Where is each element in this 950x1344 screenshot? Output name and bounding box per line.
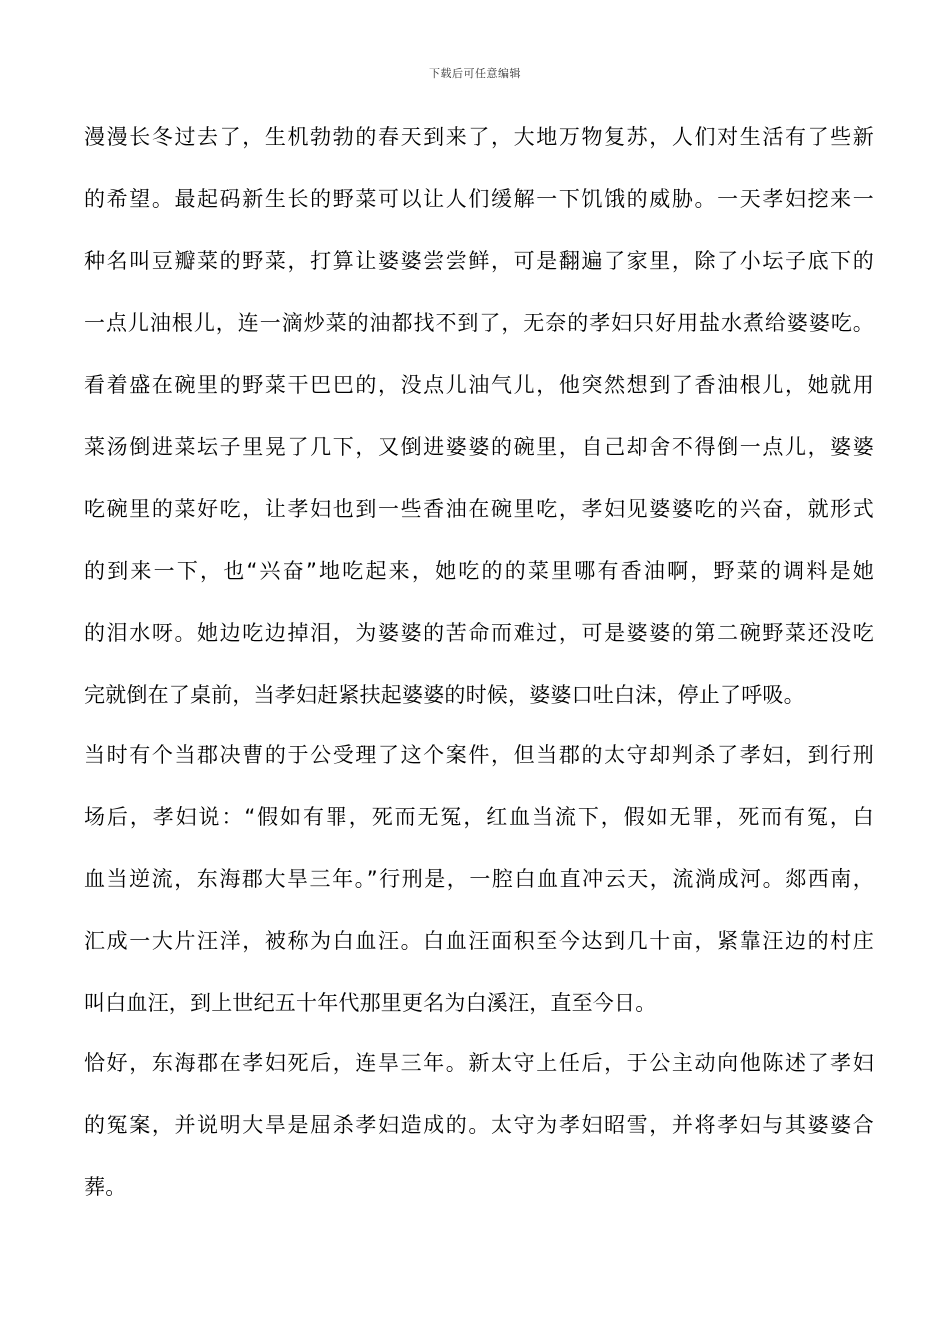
page-header: 下载后可任意编辑 (429, 67, 521, 80)
text-line: 的冤案，并说明大旱是屈杀孝妇造成的。太守为孝妇昭雪，并将孝妇与其婆婆合 (84, 1113, 874, 1137)
text-line: 叫白血汪，到上世纪五十年代那里更名为白溪汪，直至今日。 (84, 991, 657, 1015)
text-line: 的到来一下，也“兴奋”地吃起来，她吃的的菜里哪有香油啊，野菜的调料是她 (84, 559, 874, 583)
text-line: 葬。 (84, 1175, 127, 1199)
text-line: 看着盛在碗里的野菜干巴巴的，没点儿油气儿，他突然想到了香油根儿，她就用 (84, 373, 874, 397)
text-line: 菜汤倒进菜坛子里晃了几下，又倒进婆婆的碗里，自己却舍不得倒一点儿，婆婆 (84, 435, 874, 459)
text-line: 当时有个当郡决曹的于公受理了这个案件，但当郡的太守却判杀了孝妇，到行刑 (84, 743, 874, 767)
text-line: 场后，孝妇说：“假如有罪，死而无冤，红血当流下，假如无罪，死而有冤，白 (84, 805, 874, 829)
text-line: 汇成一大片汪洋，被称为白血汪。白血汪面积至今达到几十亩，紧靠汪边的村庄 (84, 929, 874, 953)
text-line: 种名叫豆瓣菜的野菜，打算让婆婆尝尝鲜，可是翻遍了家里，除了小坛子底下的 (84, 249, 874, 273)
text-line: 完就倒在了桌前，当孝妇赶紧扶起婆婆的时候，婆婆口吐白沫，停止了呼吸。 (84, 683, 805, 707)
text-line: 恰好，东海郡在孝妇死后，连旱三年。新太守上任后，于公主动向他陈述了孝妇 (84, 1051, 874, 1075)
text-line: 的希望。最起码新生长的野菜可以让人们缓解一下饥饿的威胁。一天孝妇挖来一 (84, 187, 874, 211)
text-line: 吃碗里的菜好吃，让孝妇也到一些香油在碗里吃，孝妇见婆婆吃的兴奋，就形式 (84, 497, 874, 521)
text-line: 一点儿油根儿，连一滴炒菜的油都找不到了，无奈的孝妇只好用盐水煮给婆婆吃。 (84, 311, 874, 335)
text-line: 的泪水呀。她边吃边掉泪，为婆婆的苦命而难过，可是婆婆的第二碗野菜还没吃 (84, 621, 874, 645)
text-line: 漫漫长冬过去了，生机勃勃的春天到来了，大地万物复苏，人们对生活有了些新 (84, 125, 874, 149)
text-line: 血当逆流，东海郡大旱三年。”行刑是，一腔白血直冲云天，流淌成河。郯西南， (84, 867, 874, 891)
